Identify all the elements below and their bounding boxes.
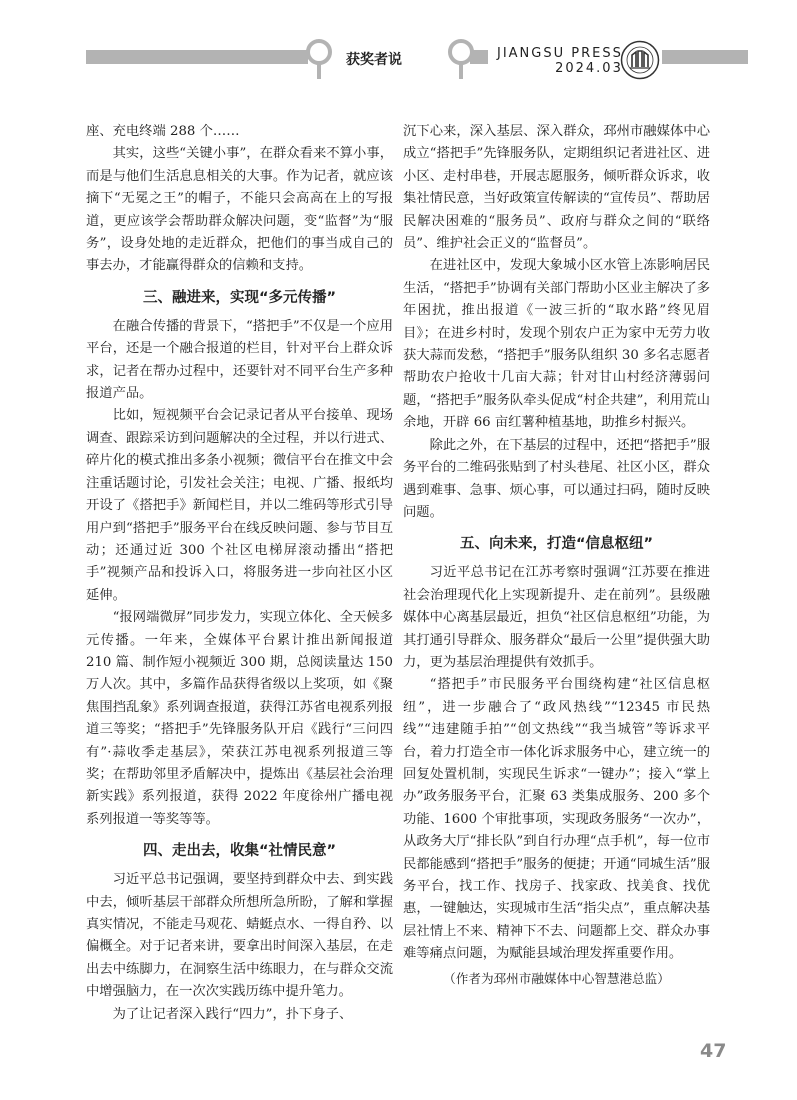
- paragraph: 在进社区中，发现大象城小区水管上冻影响居民生活，“搭把手”协调有关部门帮助小区业主解决了多年困扰，推出报道《一波三折的“取水路”终见眉目》；在进乡村时，发现个别农户正为家中无劳力收获大蒜而发愁，“搭把手”服务队组织 30 多名志愿者帮助农户抢收十几亩大蒜；针对甘山村经济薄弱问题，“搭把手”服务队牵头促成“村企共建”，利用荒山余地，开辟 66 亩红薯种植基地，助推乡村振兴。: [403, 258, 710, 431]
- left-column: [86, 121, 393, 1026]
- pin-icon: [302, 38, 336, 80]
- paragraph: “搭把手”市民服务平台围绕构建“社区信息枢纽”，进一步融合了“政风热线”“12345 市民热线”“违建随手拍”“创文热线”“我当城管”等诉求平台，着力打造全市一体化诉求服务中心，建立统一的回复处置机制，实现民生诉求“一键办”；接入“掌上办”政务服务平台，汇聚 63 类集成服务、200 多个功能、1600 个审批事项，实现政务服务“一次办”，从政务大厅“排长队”到自行办理“点手机”，每一位市民都能感到“搭把手”服务的便捷；开通“同城生活”服务平台，找工作、找房子、找家政、找美食、找优惠，一键触达，实现城市生活“指尖点”，重点解决基层社情上不来、精神下不去、问题都上交、群众办事难等痛点问题，为赋能县域治理发挥重要作用。: [403, 677, 710, 962]
- section-heading: 三、融进来，实现“多元传播”: [142, 289, 337, 306]
- paragraph: 座、充电终端 288 个……: [86, 124, 240, 139]
- right-column: [403, 121, 710, 990]
- paragraph: 除此之外，在下基层的过程中，还把“搭把手”服务平台的二维码张贴到了村头巷尾、社区小区，群众遇到难事、急事、烦心事，可以通过扫码，随时反映问题。: [403, 437, 710, 520]
- header-bar-far-right: [662, 50, 748, 64]
- paragraph: 其实，这些“关键小事”，在群众看来不算小事，而是与他们生活息息相关的大事。作为记者，就应该摘下“无冕之王”的帽子，不能只会高高在上的写报道，更应该学会帮助群众解决问题，变“监督”为“服务”，设身处地的走近群众，把他们的事当成自己的事去办，才能赢得群众的信赖和支持。: [86, 146, 393, 274]
- paragraph: 习近平总书记在江苏考察时强调“江苏要在推进社会治理现代化上实现新提升、走在前列”。县级融媒体中心离基层最近，担负“社区信息枢纽”功能，为其打通引导群众、服务群众“最后一公里”提供强大助力，更为基层治理提供有效抓手。: [403, 565, 710, 670]
- header-bar-right: [470, 50, 488, 64]
- paragraph: 沉下心来，深入基层、深入群众，邳州市融媒体中心成立“搭把手”先锋服务队，定期组织记者进社区、进小区、走村串巷，开展志愿服务，倾听群众诉求，收集社情民意，当好政策宣传解读的“宣传员”、帮助居民解决困难的“服务员”、政府与群众之间的“联络员”、维护社会正义的“监督员”。: [403, 124, 710, 252]
- author-byline: （作者为邳州市融媒体中心智慧港总监）: [443, 970, 670, 986]
- paragraph: 习近平总书记强调，要坚持到群众中去、到实践中去，倾听基层干部群众所想所急所盼，了解和掌握真实情况，不能走马观花、蜻蜓点水、一得自矜、以偏概全。对于记者来讲，要拿出时间深入基层，在走出去中练脚力，在洞察生活中练眼力，在与群众交流中增强脑力，在一次次实践历练中提升笔力。: [86, 872, 393, 1000]
- publication-info: [497, 46, 623, 76]
- header-bar-left: [86, 50, 308, 64]
- section-heading: 四、走出去，收集“社情民意”: [142, 843, 337, 860]
- page-number: 47: [700, 1040, 727, 1062]
- paragraph: 为了让记者深入践行“四力”，扑下身子、: [112, 1006, 353, 1022]
- publication-name: JIANGSU PRESS: [497, 46, 623, 61]
- newspaper-seal-icon: [620, 40, 660, 80]
- paragraph: “报网端微屏”同步发力，实现立体化、全天候多元传播。一年来，全媒体平台累计推出新闻报道 210 篇、制作短小视频近 300 期，总阅读量达 150 万人次。其中，多篇作品获得省级以上奖项，如《聚焦围挡乱象》系列调查报道，获得江苏省电视系列报道三等奖；“搭把手”先锋服务队开启《践行“三问四有”·蒜收季走基层》，荣获江苏电视系列报道三等奖；在帮助邻里矛盾解决中，提炼出《基层社会治理新实践》系列报道，获得 2022 年度徐州广播电视系列报道一等奖等等。: [86, 610, 393, 827]
- paragraph: 在融合传播的背景下，“搭把手”不仅是一个应用平台，还是一个融合报道的栏目，针对平台上群众诉求，记者在帮办过程中，还要针对不同平台生产多种报道产品。: [86, 318, 393, 402]
- section-heading: 五、向未来，打造“信息枢纽”: [459, 536, 654, 553]
- section-name: 获奖者说: [346, 52, 402, 68]
- issue-number: 2024.03: [555, 61, 623, 76]
- paragraph: 比如，短视频平台会记录记者从平台接单、现场调查、跟踪采访到问题解决的全过程，并以行进式、碎片化的模式推出多条小视频；微信平台在推文中会注重话题讨论，引发社会关注；电视、广播、报纸均开设了《搭把手》新闻栏目，并以二维码等形式引导用户到“搭把手”服务平台在线反映问题、参与节目互动；还通过近 300 个社区电梯屏滚动播出“搭把手”视频产品和投诉入口，将服务进一步向社区小区延伸。: [86, 408, 393, 603]
